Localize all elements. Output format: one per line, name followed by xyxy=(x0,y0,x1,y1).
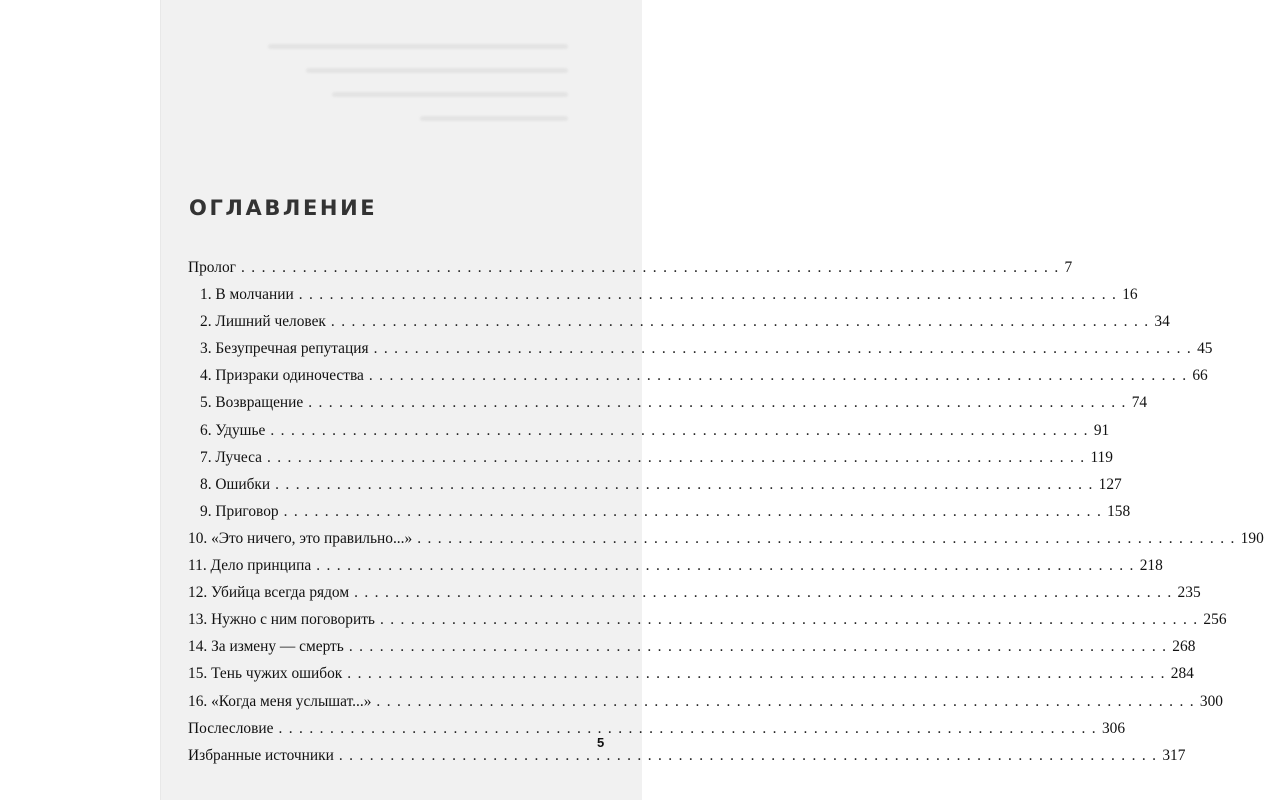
dot-leader: . . . . . . . . . . . . . . . . . . . . . . . . . . . . . . . . . . . . . . . . . . . . . . . . . . . . . . . . . . . . . . . . . . . . . . . . . . . . . . . . xyxy=(376,692,1195,710)
toc-entry-page: 268 xyxy=(1172,638,1196,656)
toc-entry-page: 190 xyxy=(1240,529,1264,547)
show-through-text xyxy=(268,44,568,134)
toc-entry-page: 45 xyxy=(1197,340,1213,358)
dot-leader: . . . . . . . . . . . . . . . . . . . . . . . . . . . . . . . . . . . . . . . . . . . . . . . . . . . . . . . . . . . . . . . . . . . . . . . . . . . . . . . . xyxy=(241,259,1060,276)
toc-entry-title: 9. Приговор xyxy=(200,502,279,520)
toc-list xyxy=(188,254,1264,769)
toc-entry xyxy=(188,715,1126,742)
toc-entry xyxy=(188,552,1163,579)
toc-entry-title: 10. «Это ничего, это правильно...» xyxy=(188,529,413,547)
toc-entry-title: 5. Возвращение xyxy=(200,394,304,412)
dot-leader: . . . . . . . . . . . . . . . . . . . . . . . . . . . . . . . . . . . . . . . . . . . . . . . . . . . . . . . . . . . . . . . . . . . . . . . . . . . . . . . . xyxy=(330,313,1150,331)
toc-entry xyxy=(188,362,1208,389)
toc-entry xyxy=(188,254,1073,281)
dot-leader: . . . . . . . . . . . . . . . . . . . . . . . . . . . . . . . . . . . . . . . . . . . . . . . . . . . . . . . . . . . . . . . . . . . . . . . . . . . . . . . . xyxy=(373,340,1193,358)
dot-leader: . . . . . . . . . . . . . . . . . . . . . . . . . . . . . . . . . . . . . . . . . . . . . . . . . . . . . . . . . . . . . . . . . . . . . . . . . . . . . . . . xyxy=(266,448,1086,466)
dot-leader: . . . . . . . . . . . . . . . . . . . . . . . . . . . . . . . . . . . . . . . . . . . . . . . . . . . . . . . . . . . . . . . . . . . . . . . . . . . . . . . . xyxy=(270,421,1089,439)
toc-entry-page: 34 xyxy=(1154,313,1170,331)
dot-leader: . . . . . . . . . . . . . . . . . . . . . . . . . . . . . . . . . . . . . . . . . . . . . . . . . . . . . . . . . . . . . . . . . . . . . . . . . . . . . . . . xyxy=(298,286,1118,304)
toc-entry xyxy=(188,633,1196,660)
dot-leader: . . . . . . . . . . . . . . . . . . . . . . . . . . . . . . . . . . . . . . . . . . . . . . . . . . . . . . . . . . . . . . . . . . . . . . . . . . . . . . . . xyxy=(308,394,1127,412)
toc-entry-page: 91 xyxy=(1093,421,1110,439)
toc-entry-page: 7 xyxy=(1064,259,1073,276)
toc-entry xyxy=(188,660,1194,687)
toc-entry xyxy=(188,498,1131,525)
dot-leader: . . . . . . . . . . . . . . . . . . . . . . . . . . . . . . . . . . . . . . . . . . . . . . . . . . . . . . . . . . . . . . . . . . . . . . . . . . . . . . . . xyxy=(417,529,1236,547)
dot-leader: . . . . . . . . . . . . . . . . . . . . . . . . . . . . . . . . . . . . . . . . . . . . . . . . . . . . . . . . . . . . . . . . . . . . . . . . . . . . . . . . xyxy=(278,719,1097,737)
toc-entry xyxy=(188,308,1170,335)
toc-entry xyxy=(188,417,1110,444)
toc-entry xyxy=(188,389,1148,416)
toc-entry-title: 11. Дело принципа xyxy=(188,557,312,575)
toc-entry-page: 119 xyxy=(1090,448,1113,466)
toc-entry xyxy=(188,606,1227,633)
toc-entry-title: 7. Лучеса xyxy=(200,448,262,466)
dot-leader: . . . . . . . . . . . . . . . . . . . . . . . . . . . . . . . . . . . . . . . . . . . . . . . . . . . . . . . . . . . . . . . . . . . . . . . . . . . . . . . . xyxy=(275,475,1094,493)
toc-heading: ОГЛАВЛЕНИЕ xyxy=(189,196,378,220)
toc-entry-title: 6. Удушье xyxy=(200,421,266,439)
toc-entry-title: 4. Призраки одиночества xyxy=(200,367,364,385)
toc-entry-title: Избранные источники xyxy=(188,746,334,764)
toc-entry-page: 256 xyxy=(1203,611,1227,629)
dot-leader: . . . . . . . . . . . . . . . . . . . . . . . . . . . . . . . . . . . . . . . . . . . . . . . . . . . . . . . . . . . . . . . . . . . . . . . . . . . . . . . . xyxy=(283,502,1103,520)
toc-entry-page: 306 xyxy=(1101,719,1126,737)
toc-entry-page: 235 xyxy=(1177,584,1201,602)
dot-leader: . . . . . . . . . . . . . . . . . . . . . . . . . . . . . . . . . . . . . . . . . . . . . . . . . . . . . . . . . . . . . . . . . . . . . . . . . . . . . . . . xyxy=(338,746,1158,764)
toc-entry xyxy=(188,525,1264,552)
toc-entry-title: 16. «Когда меня услышат...» xyxy=(188,692,372,710)
toc-entry-title: Пролог xyxy=(188,259,236,276)
toc-entry-title: 14. За измену — смерть xyxy=(188,638,344,656)
toc-entry xyxy=(188,688,1223,715)
toc-entry-title: 13. Нужно с ним поговорить xyxy=(188,611,375,629)
dot-leader: . . . . . . . . . . . . . . . . . . . . . . . . . . . . . . . . . . . . . . . . . . . . . . . . . . . . . . . . . . . . . . . . . . . . . . . . . . . . . . . . xyxy=(354,584,1173,602)
toc-entry-page: 158 xyxy=(1107,502,1131,520)
toc-entry-title: Послесловие xyxy=(188,719,274,737)
toc-entry xyxy=(188,471,1122,498)
toc-entry-title: 8. Ошибки xyxy=(200,475,271,493)
toc-entry-page: 16 xyxy=(1122,286,1138,304)
toc-entry-page: 66 xyxy=(1192,367,1208,385)
toc-entry-page: 218 xyxy=(1139,557,1163,575)
toc-entry xyxy=(188,281,1138,308)
dot-leader: . . . . . . . . . . . . . . . . . . . . . . . . . . . . . . . . . . . . . . . . . . . . . . . . . . . . . . . . . . . . . . . . . . . . . . . . . . . . . . . . xyxy=(348,638,1168,656)
toc-entry-title: 2. Лишний человек xyxy=(200,313,326,331)
toc-entry-page: 317 xyxy=(1162,746,1186,764)
dot-leader: . . . . . . . . . . . . . . . . . . . . . . . . . . . . . . . . . . . . . . . . . . . . . . . . . . . . . . . . . . . . . . . . . . . . . . . . . . . . . . . . xyxy=(379,611,1199,629)
toc-entry-title: 12. Убийца всегда рядом xyxy=(188,584,350,602)
toc-entry-title: 15. Тень чужих ошибок xyxy=(188,665,343,683)
toc-entry xyxy=(188,335,1213,362)
dot-leader: . . . . . . . . . . . . . . . . . . . . . . . . . . . . . . . . . . . . . . . . . . . . . . . . . . . . . . . . . . . . . . . . . . . . . . . . . . . . . . . . xyxy=(368,367,1188,385)
page-number: 5 xyxy=(597,735,605,750)
toc-entry-title: 3. Безупречная репутация xyxy=(200,340,369,358)
toc-entry-page: 74 xyxy=(1131,394,1148,412)
toc-entry xyxy=(188,579,1201,606)
toc-entry xyxy=(188,444,1113,471)
toc-entry-page: 300 xyxy=(1199,692,1223,710)
toc-entry-page: 284 xyxy=(1170,665,1194,683)
dot-leader: . . . . . . . . . . . . . . . . . . . . . . . . . . . . . . . . . . . . . . . . . . . . . . . . . . . . . . . . . . . . . . . . . . . . . . . . . . . . . . . . xyxy=(347,665,1166,683)
toc-entry-title: 1. В молчании xyxy=(200,286,294,304)
toc-entry-page: 127 xyxy=(1098,475,1122,493)
toc-entry xyxy=(188,742,1186,769)
dot-leader: . . . . . . . . . . . . . . . . . . . . . . . . . . . . . . . . . . . . . . . . . . . . . . . . . . . . . . . . . . . . . . . . . . . . . . . . . . . . . . . . xyxy=(316,557,1135,575)
